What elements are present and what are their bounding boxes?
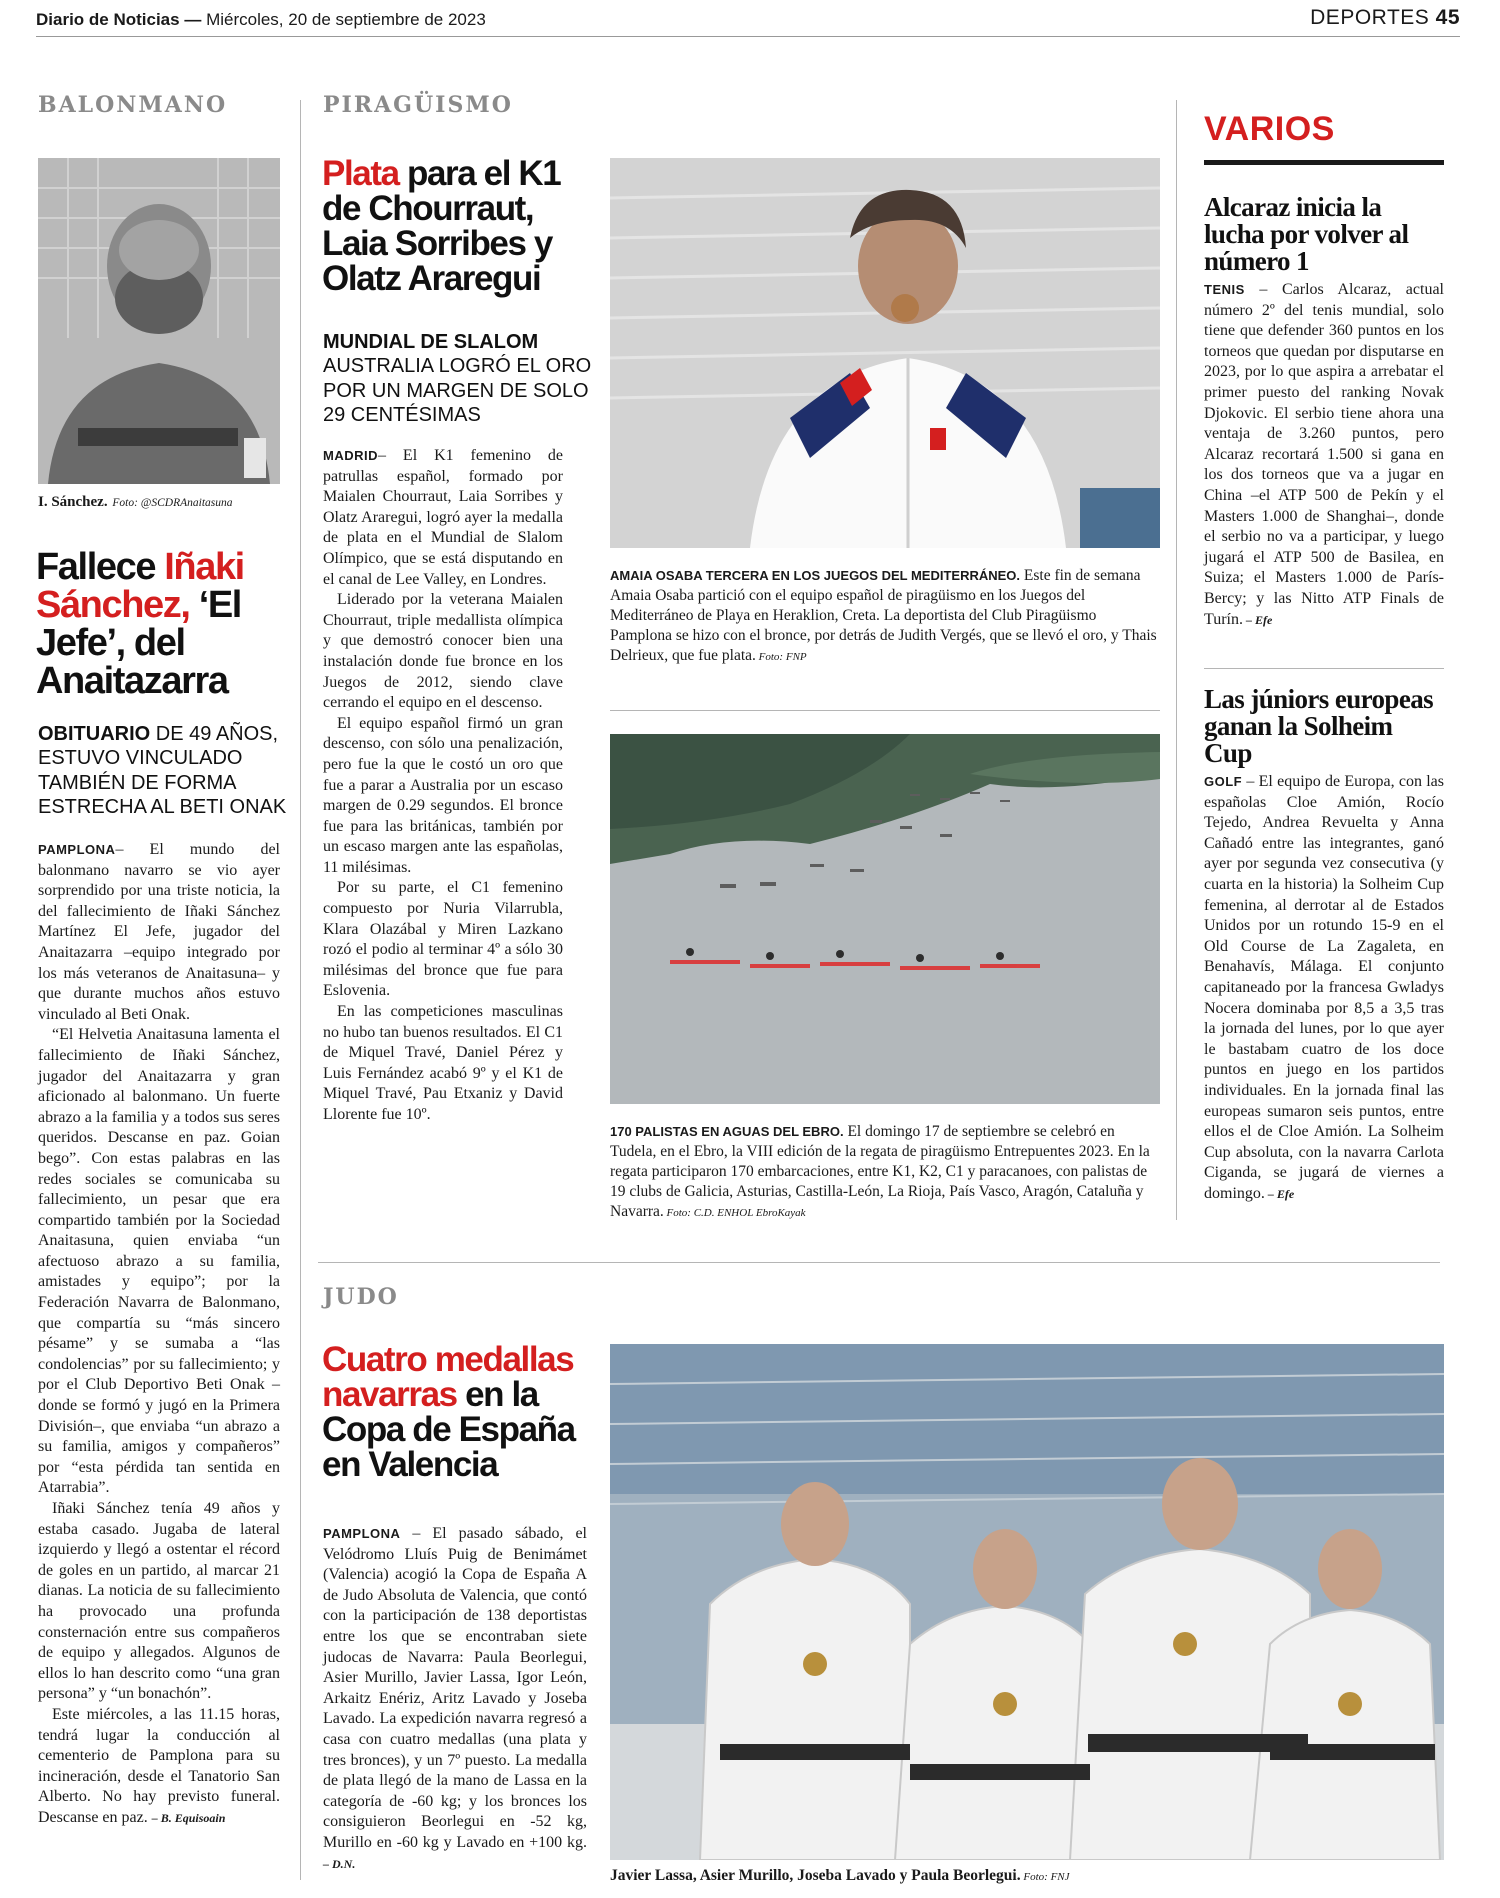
kicker-balonmano: OBITUARIO DE 49 AÑOS, ESTUVO VINCULADO TAMBIÉN DE FORMA ESTRECHA AL BETI ONAK <box>38 723 287 819</box>
section-name: DEPORTES <box>1310 6 1430 29</box>
page-number: 45 <box>1435 6 1460 29</box>
kicker-piraguismo: MUNDIAL DE SLALOM AUSTRALIA LOGRÓ EL ORO POR UN MARGEN DE SOLO 29 CENTÉSIMAS <box>323 331 592 427</box>
article-body-balonmano: PAMPLONA– El mundo del balonmano navarro se vio ayer sorprendido por una triste noticia, la del fallecimiento de Iñaki Sánchez Martínez El Jefe, jugador del Anaitazarra –equipo integrado por los más veteranos de Anaitasuna– y que durante muchos años estuvo vinculado al Beti Onak. “El Helvetia Anaitasuna lamenta el fallecimiento de Iñaki Sánchez, jugador del Anaitazarra y gran aficionado al balonmano. Un fuerte abrazo a la familia y a todos sus seres queridos. Descanse en paz. Goian bego”. Con estas palabras en las redes sociales se comunicaba su fallecimiento, un pesar que era compartido también por la Sociedad Anaitasuna, quien enviaba “un afectuoso abrazo a su familia, amistades y equipo”; por la Federación Navarra de Balonmano, que compartía su “más sincero pésame” y se sumaba a “las condolencias” por su fallecimiento; y por el Club Deportivo Beti Onak –donde se formó y jugó en la Primera División–, que enviaba “un abrazo a su familia, amigos y compañeros” por “esta pérdida tan sentida en Atarrabia”. Iñaki Sánchez tenía 49 años y estaba casado. Jugaba de lateral izquierdo y llegó a ostentar el récord de goles en un partido, al marcar 21 dianas. La noticia de su fallecimiento ha provocado una profunda consternación entre sus compañeros de equipo y allegados. Algunos de ellos lo han descrito como “una gran persona” y “un bonachón”. Este miércoles, a las 11.15 horas, tendrá lugar la conducción al cementerio de Pamplona para su incineración, desde el Tanatorio San Alberto. No hay previsto funeral. Descanse en paz. – B. Equisoain <box>38 841 280 1826</box>
river-photo <box>610 734 1160 1104</box>
paper-name: Diario de Noticias <box>36 10 180 29</box>
section-label-piraguismo: PIRAGÜISMO <box>323 92 513 118</box>
headline-judo: Cuatro medallas navarras en la Copa de España en Valencia <box>322 1340 575 1484</box>
masthead: Diario de Noticias — Miércoles, 20 de septiembre de 2023 <box>36 10 486 29</box>
medal-photo <box>610 158 1160 548</box>
portrait-caption: I. Sánchez. Foto: @SCDRAnaitasuna <box>38 494 233 510</box>
caption-medal: AMAIA OSABA TERCERA EN LOS JUEGOS DEL MEDITERRÁNEO. Este fin de semana Amaia Osaba partició con el equipo español de piragüismo en los Juegos del Mediterráneo de Playa en Heraklion, Creta. La deportista del Club Piragüismo Pamplona se hizo con el bronce, por detrás de Judith Vergés, que se llevó el oro, y Thais Delrieux, que fue plata. Foto: FNP <box>610 567 1157 664</box>
section-label-varios: VARIOS <box>1204 110 1335 148</box>
page-section <box>1310 6 1460 30</box>
caption-judo: Javier Lassa, Asier Murillo, Joseba Lavado y Paula Beorlegui. Foto: FNJ <box>610 1867 1070 1884</box>
portrait-illustration <box>38 158 280 484</box>
section-rule <box>318 1262 1440 1263</box>
headline-balonmano: Fallece Iñaki Sánchez, ‘El Jefe’, del Anaitazarra <box>36 546 244 702</box>
section-label-balonmano: BALONMANO <box>38 92 228 118</box>
varios-rule <box>1204 160 1444 165</box>
medal-illustration <box>610 158 1160 548</box>
article-body-tenis: TENIS – Carlos Alcaraz, actual número 2º del tenis mundial, solo tiene que defender 360 puntos en los torneos que quedan por disputarse en 2023, por lo que aspira a arrebatar el primer puesto del ranking Novak Djokovic. El serbio tiene ahora una ventaja de 3.260 puntos, pero Alcaraz recortará 1.500 si gana en los dos torneos que va a jugar en China –el ATP 500 de Pekín y el Masters 1.000 de Shanghai–, donde el serbio no va a participar, y luego jugará el ATP 500 de Basilea, en Suiza; el Masters 1.000 de París-Bercy; y las Nitto ATP Finals de Turín. – Efe <box>1204 281 1444 628</box>
article-rule <box>1204 668 1444 669</box>
river-illustration <box>610 734 1160 1104</box>
headline-solheim: Las júniors europeas ganan la Solheim Cup <box>1204 684 1434 768</box>
portrait-photo <box>38 158 280 484</box>
section-label-judo: JUDO <box>323 1284 399 1310</box>
judo-illustration <box>610 1344 1444 1860</box>
byline: – B. Equisoain <box>151 1810 226 1825</box>
top-rule <box>36 36 1460 37</box>
headline-piraguismo: Plata para el K1 de Chourraut, Laia Sorribes y Olatz Araregui <box>322 154 561 298</box>
article-body-piraguismo: MADRID– El K1 femenino de patrullas español, formado por Maialen Chourraut, Laia Sorribes y Olatz Araregui, logró ayer la medalla de plata en el Mundial de Slalom Olímpico, que se está disputando en el canal de Lee Valley, en Londres. Liderado por la veterana Maialen Chourraut, triple medallista olímpica y que demostró conocer bien una instalación donde fue bronce en los Juegos de 2012, siendo clave cerrando el equipo en el descenso. El equipo español firmó un gran descenso, con sólo una penalización, pero fue la que le costó un oro que fue a parar a Australia por un escaso margen de 0.29 segundos. El bronce fue para las británicas, también por un escaso margen ante las españolas, 11 milésimas. Por su parte, el C1 femenino compuesto por Nuria Vilarrubla, Klara Olazábal y Miren Lazkano rozó el podio al terminar 4º a sólo 30 milésimas del bronce que fue para Eslovenia. En las competiciones masculinas no hubo tan buenos resultados. El C1 de Miquel Travé, Daniel Pérez y Luis Fernández acabó 9º y el K1 de Miquel Travé, Pau Etxaniz y David Llorente fue 10º. <box>323 447 563 1123</box>
column-rule <box>300 100 301 1880</box>
column-rule <box>1176 100 1177 1220</box>
headline-alcaraz: Alcaraz inicia la lucha por volver al número 1 <box>1204 192 1409 276</box>
caption-river: 170 PALISTAS EN AGUAS DEL EBRO. El domingo 17 de septiembre se celebró en Tudela, en el Ebro, la VIII edición de la regata de piragüismo Entrepuentes 2023. En la regata participaron 170 embarcaciones, entre K1, K2, C1 y paracanoes, con palistas de 19 clubs de Galicia, Asturias, Castilla-León, La Rioja, País Vasco, Aragón, Cataluña y Navarra. Foto: C.D. ENHOL EbroKayak <box>610 1123 1150 1220</box>
article-body-judo: PAMPLONA – El pasado sábado, el Velódromo Lluís Puig de Benimámet (Valencia) acogió la Copa de España A de Judo Absoluta de Valencia, que contó con la participación de 138 deportistas entre los que se encontraban siete judocas de Navarra: Paula Beorlegui, Asier Murillo, Javier Lassa, Igor León, Arkaitz Enériz, Aritz Lavado y Joseba Lavado. La expedición navarra regresó a casa con cuatro medallas (una plata y tres bronces), y un 7º puesto. La medalla de plata llegó de la mano de Lassa en la categoría de -60 kg; y los bronces los consiguieron Beorlegui en -52 kg, Murillo en -60 kg y Lavado en +100 kg. – D.N. <box>323 1525 587 1871</box>
photo-rule <box>610 710 1160 711</box>
judo-photo <box>610 1344 1444 1860</box>
issue-date: Miércoles, 20 de septiembre de 2023 <box>206 10 486 29</box>
article-body-golf: GOLF – El equipo de Europa, con las españolas Cloe Amión, Rocío Tejedo, Andrea Revuelta y Anna Cañadó entre las integrantes, ganó ayer por segunda vez consecutiva (y cuarta en la historia) la Solheim Cup femenina, al derrotar al de Estados Unidos por un rotundo 15-9 en el Old Course de La Zagaleta, en Benahavís, Málaga. El conjunto capitaneado por la francesa Gwladys Nocera dominaba por 8,5 a 3,5 tras la jornada del lunes, por lo que ayer le bastabam cuatro de los doce puntos en juego en los partidos individuales. En la jornada final las europeas sumaron seis puntos, entre ellos el de Cloe Amión. La Solheim Cup absoluta, con la navarra Carlota Ciganda, se jugará de viernes a domingo. – Efe <box>1204 773 1444 1202</box>
